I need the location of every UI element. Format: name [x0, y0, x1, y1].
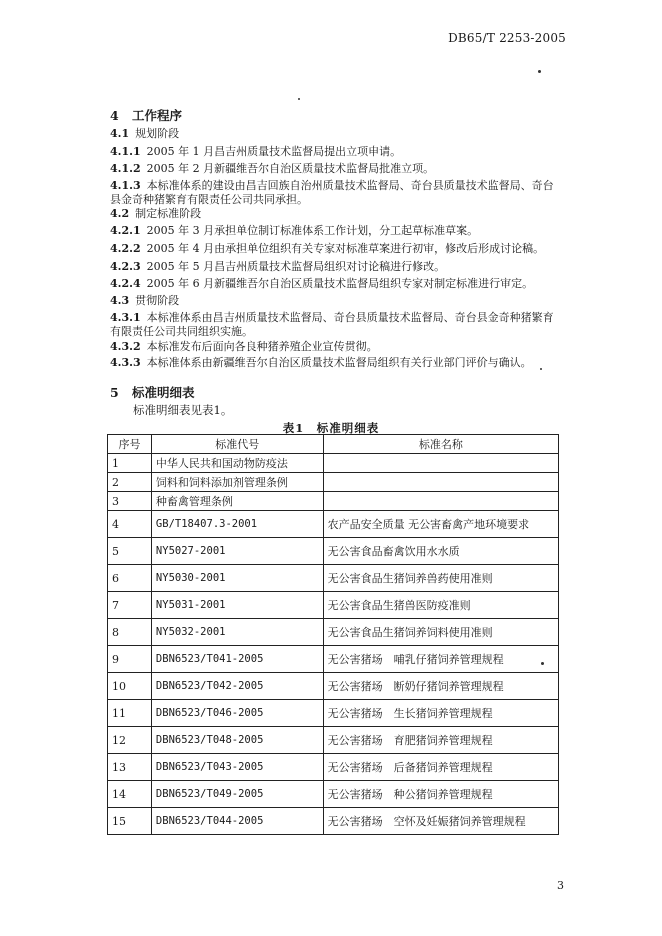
- cell-name: [323, 454, 558, 473]
- cell-name: 无公害猪场 空怀及妊娠猪饲养管理规程: [323, 808, 558, 835]
- clause-text: 2005 年 3 月承担单位制订标准体系工作计划，分工起草标准草案。: [146, 224, 479, 237]
- cell-no: 13: [108, 754, 152, 781]
- standards-table: [107, 434, 559, 835]
- clause: [110, 294, 179, 308]
- clause: [110, 179, 560, 207]
- clause: [110, 207, 201, 221]
- clause-number: 4.3.3: [110, 356, 141, 369]
- scan-speck: [538, 70, 541, 73]
- cell-no: 4: [108, 511, 152, 538]
- section-number: 5: [110, 385, 119, 400]
- section-5-heading: [110, 383, 195, 401]
- cell-code: DBN6523/T043-2005: [151, 754, 323, 781]
- clause: [110, 162, 434, 176]
- cell-name: 无公害食品畜禽饮用水水质: [323, 538, 558, 565]
- clause-text: 本标准发布后面向各良种猪养殖企业宣传贯彻。: [146, 340, 378, 353]
- table-row: [108, 727, 559, 754]
- section-title: 标准明细表: [132, 385, 195, 400]
- cell-name: [323, 492, 558, 511]
- cell-code: DBN6523/T049-2005: [151, 781, 323, 808]
- clause-text: 本标准体系的建设由昌吉回族自治州质量技术监督局、奇台县质量技术监督局、奇台县金奇种猪繁育有限责任公司共同承担。: [110, 179, 554, 206]
- clause-text: 贯彻阶段: [135, 294, 180, 307]
- cell-name: 农产品安全质量 无公害畜禽产地环境要求: [323, 511, 558, 538]
- clause: [110, 145, 401, 159]
- clause: [110, 260, 445, 274]
- clause-number: 4.2.4: [110, 277, 141, 290]
- cell-name: 无公害食品生猪饲养饲料使用准则: [323, 619, 558, 646]
- cell-name: 无公害猪场 哺乳仔猪饲养管理规程: [323, 646, 558, 673]
- column-header-no: 序号: [108, 435, 152, 454]
- cell-code: DBN6523/T044-2005: [151, 808, 323, 835]
- cell-code: NY5032-2001: [151, 619, 323, 646]
- clause-number: 4.3: [110, 294, 130, 307]
- clause-text: 本标准体系由昌吉州质量技术监督局、奇台县质量技术监督局、奇台县金奇种猪繁育有限责任公司共同组织实施。: [110, 311, 554, 338]
- cell-code: 种畜禽管理条例: [151, 492, 323, 511]
- cell-name: 无公害猪场 育肥猪饲养管理规程: [323, 727, 558, 754]
- cell-name: [323, 473, 558, 492]
- cell-code: NY5031-2001: [151, 592, 323, 619]
- scan-speck: [540, 368, 542, 370]
- section-4-heading: [110, 106, 182, 124]
- table-row: [108, 673, 559, 700]
- table-row: [108, 492, 559, 511]
- clause-number: 4.1.1: [110, 145, 141, 158]
- cell-name: 无公害食品生猪兽医防疫准则: [323, 592, 558, 619]
- cell-no: 14: [108, 781, 152, 808]
- table-header-row: [108, 435, 559, 454]
- clause-text: 制定标准阶段: [135, 207, 202, 220]
- table-intro: 标准明细表见表1。: [133, 403, 233, 417]
- clause-number: 4.2.1: [110, 224, 141, 237]
- clause-number: 4.2.3: [110, 260, 141, 273]
- column-header-code: 标准代号: [151, 435, 323, 454]
- cell-code: NY5030-2001: [151, 565, 323, 592]
- table-row: [108, 808, 559, 835]
- cell-no: 6: [108, 565, 152, 592]
- table-row: [108, 473, 559, 492]
- table-row: [108, 700, 559, 727]
- cell-code: NY5027-2001: [151, 538, 323, 565]
- cell-name: 无公害猪场 种公猪饲养管理规程: [323, 781, 558, 808]
- table-caption: 表1 标准明细表: [282, 421, 380, 435]
- cell-no: 12: [108, 727, 152, 754]
- clause-text: 2005 年 4 月由承担单位组织有关专家对标准草案进行初审，修改后形成讨论稿。: [146, 242, 545, 255]
- clause-number: 4.3.2: [110, 340, 141, 353]
- cell-no: 8: [108, 619, 152, 646]
- clause: [110, 340, 378, 354]
- cell-code: DBN6523/T041-2005: [151, 646, 323, 673]
- cell-code: DBN6523/T042-2005: [151, 673, 323, 700]
- clause-number: 4.1.3: [110, 179, 141, 192]
- table-row: [108, 565, 559, 592]
- scan-speck: [541, 662, 544, 665]
- clause-text: 2005 年 5 月昌吉州质量技术监督局组织对讨论稿进行修改。: [146, 260, 446, 273]
- section-title: 工作程序: [132, 108, 183, 123]
- clause: [110, 224, 478, 238]
- cell-code: 中华人民共和国动物防疫法: [151, 454, 323, 473]
- cell-no: 3: [108, 492, 152, 511]
- cell-code: 饲料和饲料添加剂管理条例: [151, 473, 323, 492]
- clause-text: 2005 年 2 月新疆维吾尔自治区质量技术监督局批准立项。: [146, 162, 435, 175]
- table-row: [108, 454, 559, 473]
- cell-no: 9: [108, 646, 152, 673]
- section-number: 4: [110, 108, 119, 123]
- table-row: [108, 619, 559, 646]
- clause: [110, 242, 544, 256]
- clause: [110, 127, 179, 141]
- document-code: DB65/T 2253-2005: [448, 31, 566, 45]
- table-row: [108, 592, 559, 619]
- table-row: [108, 646, 559, 673]
- clause-text: 2005 年 1 月昌吉州质量技术监督局提出立项申请。: [146, 145, 402, 158]
- clause-number: 4.1.2: [110, 162, 141, 175]
- cell-no: 11: [108, 700, 152, 727]
- clause-number: 4.2: [110, 207, 130, 220]
- cell-no: 1: [108, 454, 152, 473]
- table-row: [108, 538, 559, 565]
- cell-no: 15: [108, 808, 152, 835]
- table-row: [108, 754, 559, 781]
- clause: [110, 277, 533, 291]
- clause: [110, 311, 560, 339]
- cell-name: 无公害食品生猪饲养兽药使用准则: [323, 565, 558, 592]
- clause-number: 4.2.2: [110, 242, 141, 255]
- cell-no: 7: [108, 592, 152, 619]
- cell-no: 2: [108, 473, 152, 492]
- clause-text: 规划阶段: [135, 127, 180, 140]
- scan-speck: [298, 98, 300, 100]
- cell-code: GB/T18407.3-2001: [151, 511, 323, 538]
- column-header-name: 标准名称: [323, 435, 558, 454]
- cell-code: DBN6523/T046-2005: [151, 700, 323, 727]
- cell-name: 无公害猪场 后备猪饲养管理规程: [323, 754, 558, 781]
- table-row: [108, 511, 559, 538]
- page-number: 3: [557, 879, 564, 892]
- clause-text: 2005 年 6 月新疆维吾尔自治区质量技术监督局组织专家对制定标准进行审定。: [146, 277, 534, 290]
- cell-code: DBN6523/T048-2005: [151, 727, 323, 754]
- clause-number: 4.3.1: [110, 311, 141, 324]
- cell-name: 无公害猪场 生长猪饲养管理规程: [323, 700, 558, 727]
- clause: [110, 356, 560, 370]
- clause-number: 4.1: [110, 127, 130, 140]
- cell-no: 5: [108, 538, 152, 565]
- table-row: [108, 781, 559, 808]
- cell-name: 无公害猪场 断奶仔猪饲养管理规程: [323, 673, 558, 700]
- clause-text: 本标准体系由新疆维吾尔自治区质量技术监督局组织有关行业部门评价与确认。: [146, 356, 532, 369]
- cell-no: 10: [108, 673, 152, 700]
